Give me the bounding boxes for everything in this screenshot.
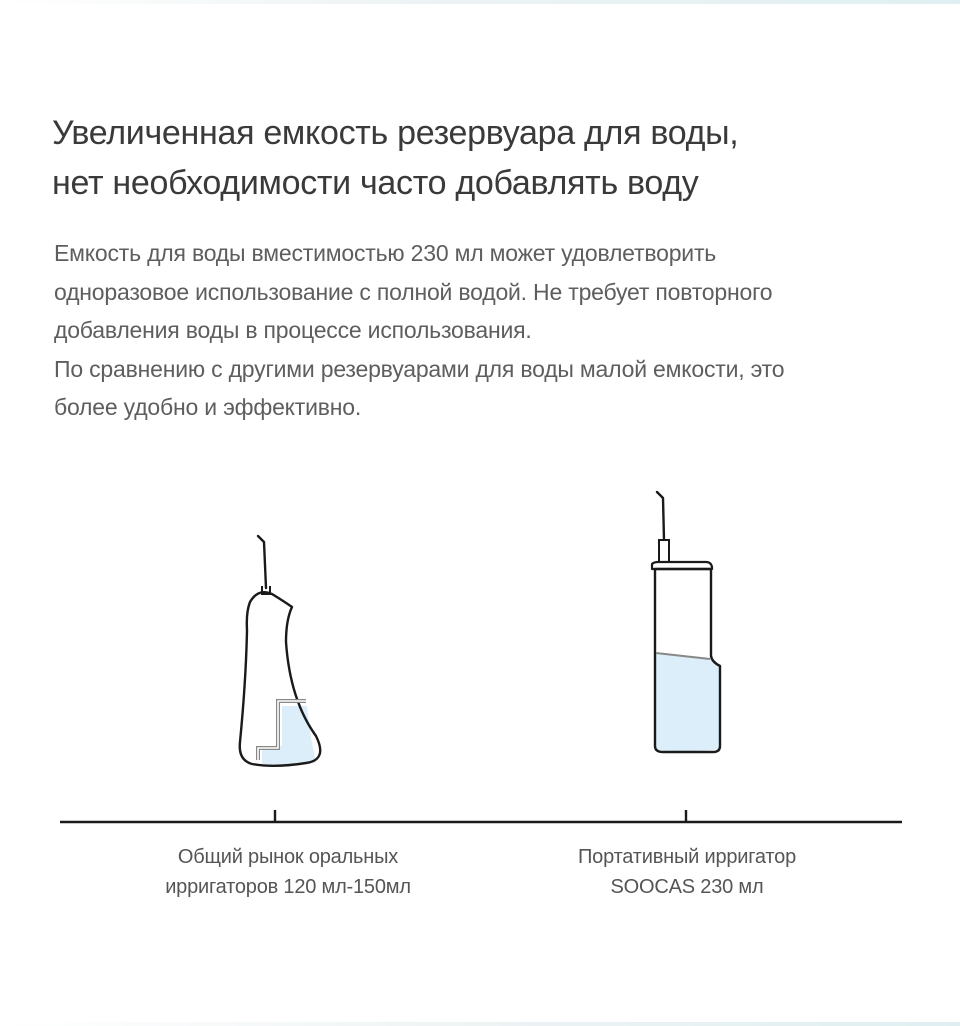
description-line-4: По сравнению с другими резервуарами для воды малой емкости, это [54, 355, 785, 382]
bottom-accent-strip [0, 1022, 960, 1026]
generic-irrigator-caption [108, 842, 468, 902]
soocas-nozzle [657, 492, 664, 540]
generic-water-level [262, 706, 316, 765]
soocas-irrigator-caption [507, 842, 867, 902]
generic-caption-line-2: ирригаторов 120 мл-150мл [165, 876, 411, 898]
top-accent-strip [0, 0, 960, 4]
soocas-caption-line-1: Портативный ирригатор [577, 846, 797, 868]
description-line-5: более удобно и эффективно. [54, 394, 362, 420]
headline-line-1: Увеличенная емкость резервуара для воды, [52, 114, 739, 152]
capacity-comparison-diagram [0, 470, 960, 840]
description-line-2: одноразовое использование с полной водой. Не требует повторного [54, 278, 773, 305]
soocas-water-level [656, 653, 720, 751]
description [54, 234, 934, 427]
soocas-caption-line-2: SOOCAS 230 мл [610, 876, 764, 898]
description-line-3: добавления воды в процессе использования. [54, 317, 532, 343]
description-line-1: Емкость для воды вместимостью 230 мл может удовлетворить [54, 240, 717, 266]
soocas-portable-irrigator-icon [652, 492, 720, 752]
generic-oral-irrigator-icon [240, 536, 320, 766]
generic-nozzle [258, 536, 266, 588]
headline-line-2: нет необходимости часто добавлять воду [52, 164, 699, 202]
soocas-nozzle-collar [659, 540, 669, 562]
generic-caption-line-1: Общий рынок оральных [177, 846, 399, 868]
headline [52, 108, 932, 208]
